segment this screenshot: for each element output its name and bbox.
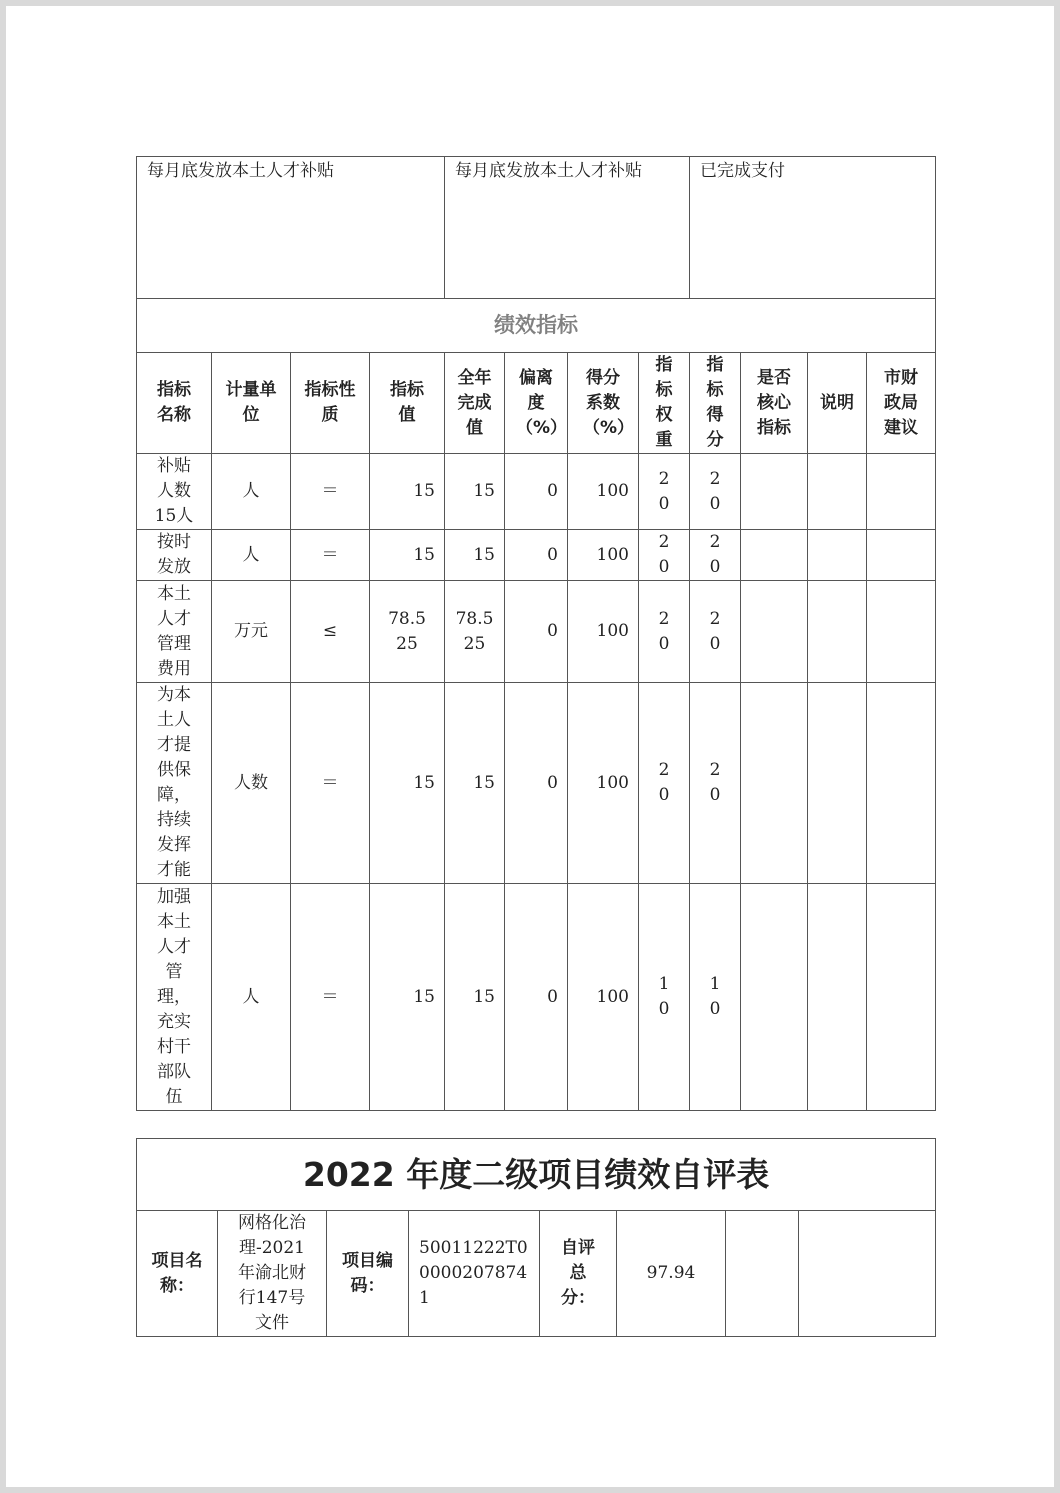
indicator-nature: ≤	[291, 581, 370, 683]
project-name-value: 网格化治理-2021年渝北财行147号文件	[238, 1213, 306, 1333]
indicator-coefficient: 100	[568, 581, 639, 683]
indicator-weight: 20	[658, 532, 670, 577]
indicator-score: 20	[709, 608, 721, 654]
header-deviation: 偏离度（%）	[505, 353, 568, 454]
indicator-note	[808, 683, 867, 884]
indicator-note	[808, 454, 867, 530]
indicator-actual: 15	[445, 530, 505, 581]
table-row	[137, 581, 936, 683]
indicator-actual: 15	[445, 454, 505, 530]
form-title: 2022 年度二级项目绩效自评表	[137, 1139, 936, 1211]
indicator-unit: 人	[212, 454, 291, 530]
total-score-value: 97.94	[617, 1211, 726, 1337]
total-score-label: 自评总分：	[561, 1238, 595, 1308]
summary-cell-1: 每月底发放本土人才补贴	[137, 157, 445, 299]
self-evaluation-table	[136, 1138, 936, 1337]
indicator-weight: 20	[658, 468, 670, 514]
indicator-unit: 人数	[212, 683, 291, 884]
indicator-target: 15	[370, 683, 445, 884]
indicator-advice	[867, 530, 936, 581]
indicator-unit: 人	[212, 530, 291, 581]
project-info-row	[137, 1211, 936, 1337]
project-name-label: 项目名称：	[151, 1250, 203, 1296]
indicator-nature: ＝	[291, 530, 370, 581]
indicator-deviation: 0	[505, 530, 568, 581]
indicator-actual: 15	[445, 683, 505, 884]
table-row	[137, 454, 936, 530]
indicator-note	[808, 530, 867, 581]
summary-row	[137, 157, 936, 299]
indicator-deviation: 0	[505, 454, 568, 530]
indicator-coefficient: 100	[568, 683, 639, 884]
indicator-weight: 10	[658, 974, 670, 1019]
indicator-name: 本土人才管理费用	[157, 583, 191, 679]
indicator-actual: 15	[445, 884, 505, 1111]
section-title: 绩效指标	[137, 299, 936, 353]
summary-cell-2: 每月底发放本土人才补贴	[445, 157, 690, 299]
indicator-core	[741, 581, 808, 683]
header-note: 说明	[808, 353, 867, 454]
indicator-name: 加强本土人才管理，充实村干部队伍	[157, 886, 191, 1107]
indicator-nature: ＝	[291, 884, 370, 1111]
indicator-coefficient: 100	[568, 884, 639, 1111]
project-code-value: 50011222T000002078741	[419, 1238, 528, 1308]
indicator-weight: 20	[658, 760, 670, 805]
indicator-name: 按时发放	[157, 532, 191, 577]
header-weight: 指标权重	[639, 353, 690, 454]
indicator-target: 15	[370, 884, 445, 1111]
header-actual: 全年完成值	[445, 353, 505, 454]
header-unit: 计量单位	[212, 353, 291, 454]
indicator-note	[808, 884, 867, 1111]
performance-table	[136, 156, 936, 1111]
indicator-coefficient: 100	[568, 530, 639, 581]
indicator-advice	[867, 683, 936, 884]
indicator-advice	[867, 454, 936, 530]
header-target: 指标值	[370, 353, 445, 454]
indicator-name: 补贴人数15人	[154, 456, 194, 526]
empty-cell	[726, 1211, 799, 1337]
indicator-target: 78.525	[388, 608, 426, 654]
indicator-nature: ＝	[291, 683, 370, 884]
document-page	[6, 6, 1054, 1487]
indicator-nature: ＝	[291, 454, 370, 530]
indicator-target: 15	[370, 454, 445, 530]
indicator-core	[741, 530, 808, 581]
indicator-coefficient: 100	[568, 454, 639, 530]
indicator-unit: 万元	[212, 581, 291, 683]
table-row	[137, 884, 936, 1111]
indicator-note	[808, 581, 867, 683]
indicator-deviation: 0	[505, 581, 568, 683]
header-row	[137, 353, 936, 454]
project-code-label: 项目编码：	[342, 1250, 393, 1296]
table-row	[137, 683, 936, 884]
header-indicator-name: 指标名称	[137, 353, 212, 454]
header-score: 指标得分	[690, 353, 741, 454]
empty-cell	[799, 1211, 936, 1337]
table-row	[137, 530, 936, 581]
header-coefficient: 得分系数（%）	[568, 353, 639, 454]
indicator-deviation: 0	[505, 884, 568, 1111]
header-advice: 市财政局建议	[867, 353, 936, 454]
indicator-deviation: 0	[505, 683, 568, 884]
indicator-advice	[867, 884, 936, 1111]
summary-cell-3: 已完成支付	[690, 157, 936, 299]
indicator-weight: 20	[658, 608, 670, 654]
indicator-score: 20	[709, 468, 721, 514]
indicator-core	[741, 454, 808, 530]
header-core: 是否核心指标	[741, 353, 808, 454]
indicator-target: 15	[370, 530, 445, 581]
indicator-score: 20	[709, 760, 721, 805]
indicator-core	[741, 884, 808, 1111]
indicator-advice	[867, 581, 936, 683]
indicator-score: 20	[709, 532, 721, 577]
indicator-score: 10	[709, 974, 721, 1019]
indicator-core	[741, 683, 808, 884]
indicator-name: 为本土人才提供保障，持续发挥才能	[157, 685, 191, 880]
indicator-unit: 人	[212, 884, 291, 1111]
header-nature: 指标性质	[291, 353, 370, 454]
indicator-actual: 78.525	[455, 608, 494, 654]
